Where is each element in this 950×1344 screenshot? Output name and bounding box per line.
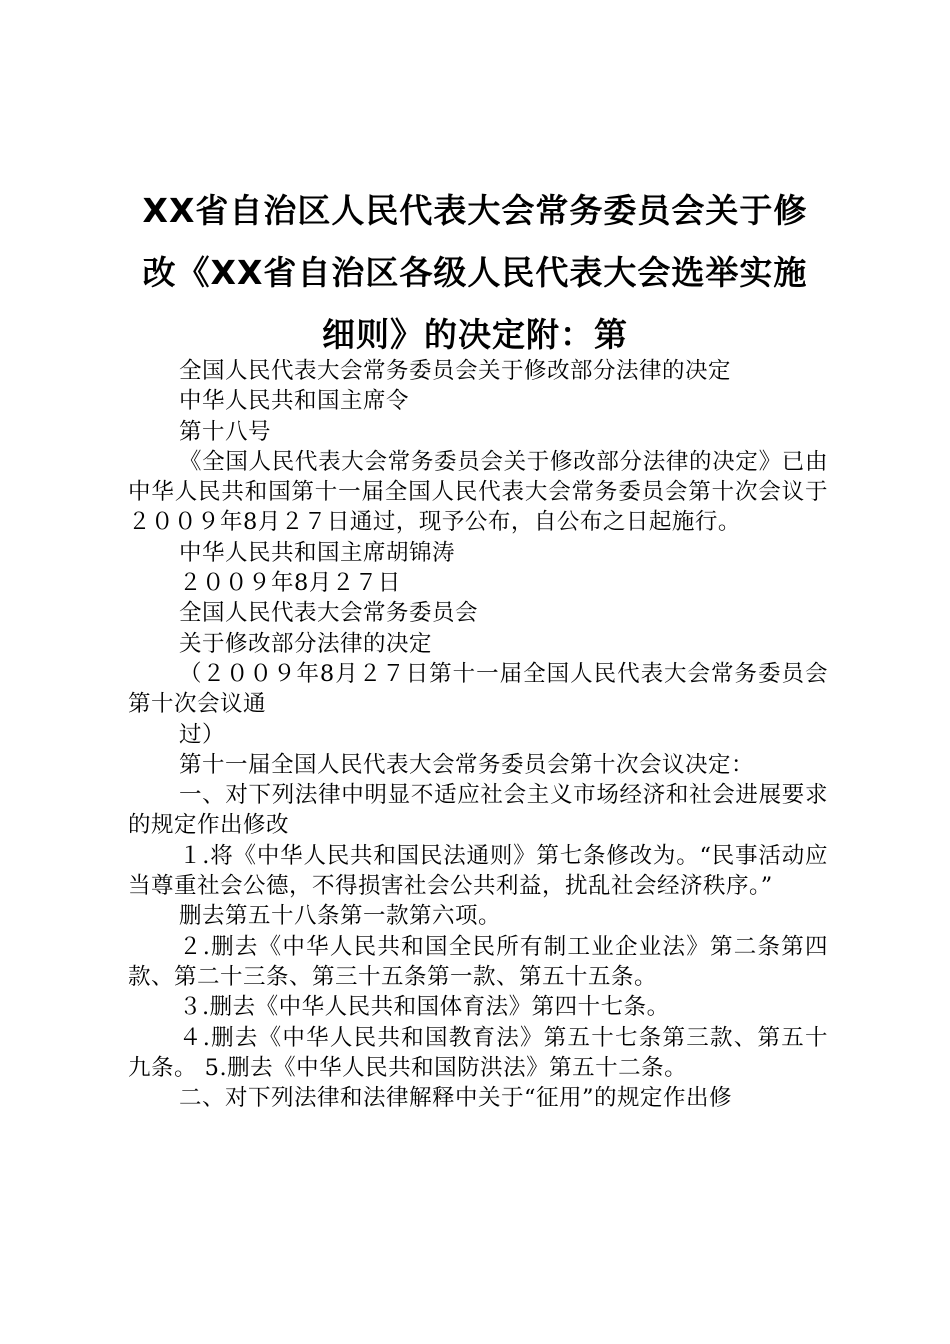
paragraph-section-one: 一、对下列法律中明显不适应社会主义市场经济和社会进展要求的规定作出修改 [128,782,828,839]
title-line-1: XX省自治区人民代表大会常务委员会关于修 [142,191,808,230]
paragraph-announcement: 《全国人民代表大会常务委员会关于修改部分法律的决定》已由中华人民共和国第十一届全国人民代表大会常务委员会第十次会议于２００９年8月２７日通过，现予公布，自公布之日起施行。 [128,448,828,536]
paragraph-item-3: ３.删去《中华人民共和国体育法》第四十七条。 [179,994,670,1021]
paragraph-item-1-deletion: 删去第五十八条第一款第六项。 [179,903,502,930]
paragraph-passage-note-end: 过） [179,721,226,748]
paragraph-order-number: 第十八号 [179,418,272,445]
paragraph-decision-title: 关于修改部分法律的决定 [179,630,433,657]
paragraph-passage-note: （２００９年8月２７日第十一届全国人民代表大会常务委员会第十次会议通 [128,660,828,718]
title-line-2: 改《XX省自治区各级人民代表大会选举实施 [142,253,808,292]
paragraph-meeting-decision: 第十一届全国人民代表大会常务委员会第十次会议决定： [179,751,755,778]
paragraph-date: ２００９年8月２７日 [179,570,401,597]
paragraph-signatory: 中华人民共和国主席胡锦涛 [179,539,456,566]
paragraph-committee: 全国人民代表大会常务委员会 [179,600,479,627]
paragraph-section-two: 二、对下列法律和法律解释中关于“征用”的规定作出修 [179,1085,733,1112]
document-title [120,180,830,366]
paragraph-item-4-5: ４.删去《中华人民共和国教育法》第五十七条第三款、第五十九条。 5.删去《中华人民共和国防洪法》第五十二条。 [128,1024,828,1081]
paragraph-decision-heading: 全国人民代表大会常务委员会关于修改部分法律的决定 [179,358,732,384]
document-body [128,356,828,1113]
paragraph-presidential-order: 中华人民共和国主席令 [179,388,410,415]
paragraph-item-2: ２.删去《中华人民共和国全民所有制工业企业法》第二条第四款、第二十三条、第三十五条第一款、第五十五条。 [128,933,828,990]
paragraph-item-1: １.将《中华人民共和国民法通则》第七条修改为。“民事活动应当尊重社会公德，不得损害社会公共利益，扰乱社会经济秩序。” [128,842,828,900]
title-line-3: 细则》的决定附：第 [322,315,628,354]
